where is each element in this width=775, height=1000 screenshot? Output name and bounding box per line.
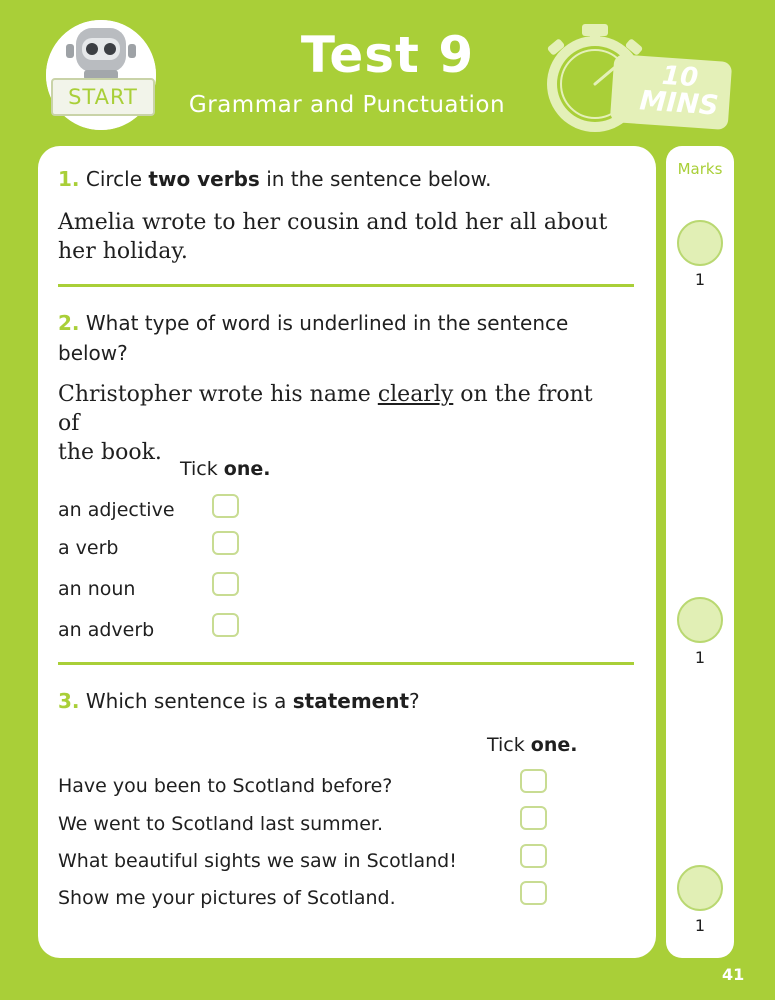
question-2-underlined-word: clearly <box>377 382 454 407</box>
question-3-tick-bold: one. <box>530 734 578 756</box>
question-2-option-adverb: an adverb <box>58 619 155 641</box>
mark-value-q2: 1 <box>694 648 706 667</box>
marks-column <box>666 146 734 958</box>
timer-minutes-unit: MINS <box>638 85 720 122</box>
mark-value-q3: 1 <box>694 916 706 935</box>
question-3-prompt-end: ? <box>409 689 420 713</box>
question-2-number: 2. <box>58 311 80 335</box>
question-3-number: 3. <box>58 689 80 713</box>
question-3-checkbox-4[interactable] <box>520 881 547 905</box>
question-2-checkbox-adverb[interactable] <box>212 613 239 637</box>
question-3-checkbox-1[interactable] <box>520 769 547 793</box>
question-1-sentence-line-2[interactable]: her holiday. <box>58 239 188 264</box>
question-1-prompt-text: Circle <box>85 167 149 191</box>
question-3-option-2: We went to Scotland last summer. <box>58 813 383 835</box>
question-1-sentence <box>58 208 618 266</box>
question-3-checkbox-2[interactable] <box>520 806 547 830</box>
question-2-sentence-start: Christopher wrote his name <box>58 382 378 407</box>
question-2-tick-bold: one. <box>223 458 271 480</box>
mark-value-q1: 1 <box>694 270 706 289</box>
question-2-tick-text: Tick <box>180 458 224 480</box>
question-2-prompt-line-1: What type of word is underlined in the sentence <box>85 311 569 335</box>
question-1-sentence-line-1[interactable]: Amelia wrote to her cousin and told her all about <box>58 210 608 235</box>
mark-box-q2[interactable] <box>677 597 723 643</box>
question-2-option-adjective: an adjective <box>58 499 175 521</box>
page-subtitle: Grammar and Punctuation <box>188 92 506 118</box>
question-3-prompt <box>58 686 420 716</box>
mark-box-q1[interactable] <box>677 220 723 266</box>
question-3-prompt-text: Which sentence is a <box>85 689 293 713</box>
question-1-prompt-bold: two verbs <box>148 167 260 191</box>
start-sign: START <box>51 78 155 116</box>
page-number: 41 <box>722 965 745 984</box>
question-3-option-1: Have you been to Scotland before? <box>58 775 393 797</box>
marks-label: Marks <box>677 160 723 178</box>
question-2-sentence-line-2: the book. <box>58 440 162 465</box>
question-3-prompt-bold: statement <box>292 689 410 713</box>
question-2-sentence-end: on the front of <box>58 382 593 436</box>
question-2-prompt-line-2: below? <box>58 341 128 365</box>
question-2-checkbox-verb[interactable] <box>212 531 239 555</box>
question-2-tick-instruction <box>180 458 270 480</box>
questions-panel <box>38 146 656 958</box>
mark-box-q3[interactable] <box>677 865 723 911</box>
question-1-prompt-end: in the sentence below. <box>259 167 492 191</box>
question-2-prompt <box>58 308 618 368</box>
timer-minutes-number: 10 <box>660 60 700 94</box>
question-3-checkbox-3[interactable] <box>520 844 547 868</box>
question-2-checkbox-adjective[interactable] <box>212 494 239 518</box>
question-3-tick-text: Tick <box>487 734 531 756</box>
page-title: Test 9 <box>300 26 475 84</box>
question-divider-1 <box>58 284 634 287</box>
question-3-option-4: Show me your pictures of Scotland. <box>58 887 396 909</box>
question-3-tick-instruction <box>487 734 577 756</box>
question-divider-2 <box>58 662 634 665</box>
question-2-checkbox-noun[interactable] <box>212 572 239 596</box>
question-2-sentence <box>58 380 618 467</box>
question-3-option-3: What beautiful sights we saw in Scotland! <box>58 850 457 872</box>
question-1-prompt <box>58 164 492 194</box>
question-2-option-verb: a verb <box>58 537 119 559</box>
question-1-number: 1. <box>58 167 80 191</box>
question-2-option-noun: an noun <box>58 578 136 600</box>
